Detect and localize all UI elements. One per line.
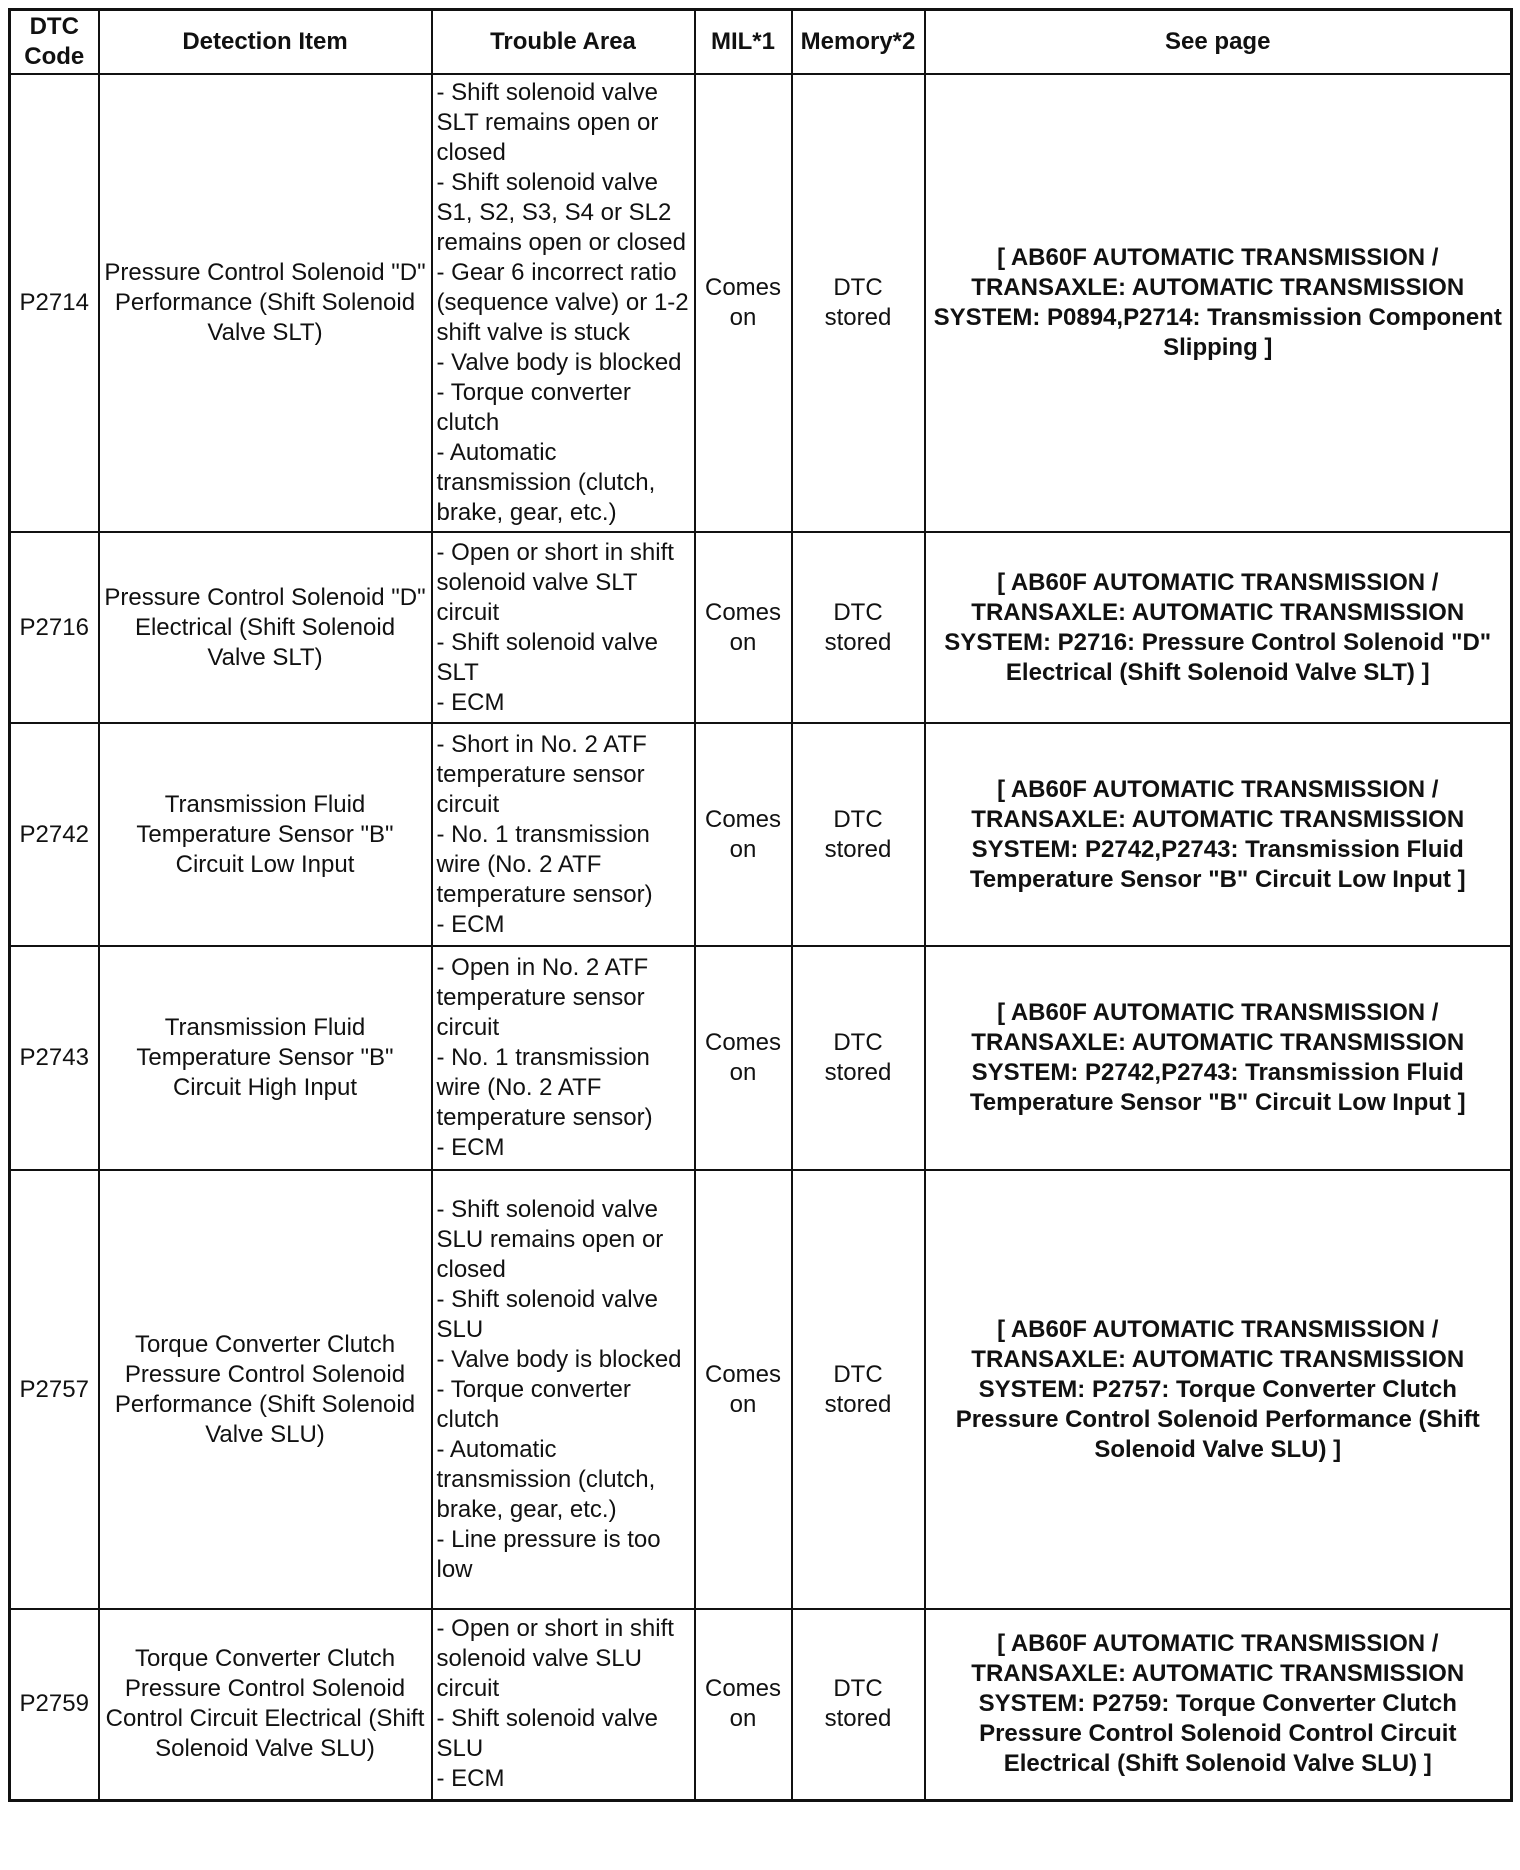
dtc-code-cell: P2757 [10, 1170, 99, 1609]
mil-cell [695, 74, 792, 532]
trouble-area-line: - Shift solenoid valve SLU [436, 1285, 658, 1343]
trouble-area-line: - Open or short in shift solenoid valve SLU circuit [436, 1615, 674, 1703]
see-page-link[interactable]: [ AB60F AUTOMATIC TRANSMISSION / TRANSAXLE: AUTOMATIC TRANSMISSION SYSTEM: P2759: Torque Converter Clutch Pressure Control Solenoid Control Circuit Electrical (Shift Solenoid Valve SLU) ] [925, 1609, 1512, 1800]
memory-cell [792, 532, 925, 723]
trouble-area-line: - Automatic transmission (clutch, brake, gear, etc.) [436, 439, 656, 526]
header-mil: MIL*1 [695, 10, 792, 75]
mil-line1: Comes [704, 1360, 782, 1388]
dtc-code-cell: P2716 [10, 532, 99, 723]
mil-cell [695, 532, 792, 723]
memory-line1: DTC [833, 598, 883, 626]
trouble-area-line: - Automatic transmission (clutch, brake, gear, etc.) [436, 1435, 656, 1523]
trouble-area-line: - No. 1 transmission wire (No. 2 ATF temperature sensor) [436, 820, 653, 908]
see-page-link[interactable]: [ AB60F AUTOMATIC TRANSMISSION / TRANSAXLE: AUTOMATIC TRANSMISSION SYSTEM: P0894,P2714: Transmission Component Slipping ] [925, 74, 1512, 532]
mil-line1: Comes [704, 1029, 782, 1056]
memory-line1: DTC [833, 805, 883, 833]
memory-cell [792, 1170, 925, 1609]
trouble-area-cell [432, 1170, 695, 1609]
table-row [10, 723, 1512, 946]
header-detection-item: Detection Item [99, 10, 432, 75]
mil-cell [695, 946, 792, 1170]
memory-cell [792, 1609, 925, 1800]
mil-cell [695, 1609, 792, 1800]
table-row [10, 946, 1512, 1170]
table-body [10, 74, 1512, 1800]
detection-item-cell: Pressure Control Solenoid "D" Performance (Shift Solenoid Valve SLT) [99, 74, 432, 532]
trouble-area-line: - No. 1 transmission wire (No. 2 ATF temperature sensor) [436, 1044, 653, 1131]
trouble-area-cell [432, 1609, 695, 1800]
memory-line2: stored [824, 1390, 892, 1418]
trouble-area-line: - Line pressure is too low [436, 1525, 661, 1583]
mil-line2: on [729, 1059, 757, 1086]
trouble-area-line: - ECM [436, 1134, 505, 1161]
memory-cell [792, 74, 925, 532]
trouble-area-line: - Shift solenoid valve S1, S2, S3, S4 or SL2 remains open or closed [436, 169, 686, 256]
dtc-code-cell: P2714 [10, 74, 99, 532]
header-dtc-code-line2: Code [24, 43, 85, 70]
mil-cell [695, 1170, 792, 1609]
mil-line2: on [729, 304, 757, 331]
header-dtc-code [10, 10, 99, 75]
memory-line2: stored [824, 835, 892, 863]
mil-line2: on [729, 835, 757, 863]
trouble-area-cell [432, 74, 695, 532]
detection-item-cell: Pressure Control Solenoid "D" Electrical (Shift Solenoid Valve SLT) [99, 532, 432, 723]
trouble-area-line: - Shift solenoid valve SLU remains open or closed [436, 1195, 664, 1283]
mil-line1: Comes [704, 805, 782, 833]
memory-line2: stored [824, 628, 892, 656]
table-row [10, 532, 1512, 723]
trouble-area-line: - Shift solenoid valve SLU [436, 1705, 658, 1763]
trouble-area-line: - Valve body is blocked [436, 1345, 682, 1373]
table-row [10, 74, 1512, 532]
dtc-table [8, 8, 1513, 1802]
mil-line2: on [729, 1705, 757, 1733]
memory-line2: stored [824, 1705, 892, 1733]
detection-item-cell: Torque Converter Clutch Pressure Control Solenoid Control Circuit Electrical (Shift Solenoid Valve SLU) [99, 1609, 432, 1800]
dtc-code-cell: P2742 [10, 723, 99, 946]
detection-item-cell: Transmission Fluid Temperature Sensor "B" Circuit High Input [99, 946, 432, 1170]
trouble-area-line: - ECM [436, 688, 505, 716]
memory-line1: DTC [833, 274, 883, 301]
see-page-link[interactable]: [ AB60F AUTOMATIC TRANSMISSION / TRANSAXLE: AUTOMATIC TRANSMISSION SYSTEM: P2742,P2743: Transmission Fluid Temperature Sensor "B" Circuit Low Input ] [925, 946, 1512, 1170]
mil-line1: Comes [704, 274, 782, 301]
dtc-code-cell: P2759 [10, 1609, 99, 1800]
memory-line1: DTC [833, 1360, 883, 1388]
trouble-area-line: - Valve body is blocked [436, 349, 682, 376]
trouble-area-line: - Open or short in shift solenoid valve SLT circuit [436, 538, 674, 626]
trouble-area-line: - Open in No. 2 ATF temperature sensor circuit [436, 954, 649, 1041]
memory-line2: stored [824, 304, 892, 331]
see-page-link[interactable]: [ AB60F AUTOMATIC TRANSMISSION / TRANSAXLE: AUTOMATIC TRANSMISSION SYSTEM: P2742,P2743: Transmission Fluid Temperature Sensor "B" Circuit Low Input ] [925, 723, 1512, 946]
memory-cell [792, 946, 925, 1170]
mil-cell [695, 723, 792, 946]
mil-line2: on [729, 1390, 757, 1418]
trouble-area-cell [432, 946, 695, 1170]
detection-item-cell: Torque Converter Clutch Pressure Control Solenoid Performance (Shift Solenoid Valve SLU) [99, 1170, 432, 1609]
trouble-area-line: - Torque converter clutch [436, 379, 631, 436]
dtc-code-cell: P2743 [10, 946, 99, 1170]
mil-line2: on [729, 628, 757, 656]
header-dtc-code-line1: DTC [29, 13, 79, 40]
table-row [10, 1609, 1512, 1800]
table-row [10, 1170, 1512, 1609]
see-page-link[interactable]: [ AB60F AUTOMATIC TRANSMISSION / TRANSAXLE: AUTOMATIC TRANSMISSION SYSTEM: P2716: Pressure Control Solenoid "D" Electrical (Shift Solenoid Valve SLT) ] [925, 532, 1512, 723]
table-header-row [10, 10, 1512, 75]
trouble-area-line: - Shift solenoid valve SLT [436, 628, 658, 686]
mil-line1: Comes [704, 598, 782, 626]
header-memory: Memory*2 [792, 10, 925, 75]
memory-cell [792, 723, 925, 946]
trouble-area-line: - Shift solenoid valve SLT remains open or closed [436, 79, 659, 166]
trouble-area-line: - ECM [436, 1765, 505, 1793]
memory-line2: stored [824, 1059, 892, 1086]
trouble-area-line: - Short in No. 2 ATF temperature sensor circuit [436, 730, 647, 818]
trouble-area-line: - ECM [436, 910, 505, 938]
trouble-area-line: - Torque converter clutch [436, 1375, 631, 1433]
detection-item-cell: Transmission Fluid Temperature Sensor "B" Circuit Low Input [99, 723, 432, 946]
see-page-link[interactable]: [ AB60F AUTOMATIC TRANSMISSION / TRANSAXLE: AUTOMATIC TRANSMISSION SYSTEM: P2757: Torque Converter Clutch Pressure Control Solenoid Performance (Shift Solenoid Valve SLU) ] [925, 1170, 1512, 1609]
memory-line1: DTC [833, 1675, 883, 1703]
header-see-page: See page [925, 10, 1512, 75]
header-trouble-area: Trouble Area [432, 10, 695, 75]
trouble-area-line: - Gear 6 incorrect ratio (sequence valve) or 1-2 shift valve is stuck [436, 259, 689, 346]
mil-line1: Comes [704, 1675, 782, 1703]
memory-line1: DTC [833, 1029, 883, 1056]
trouble-area-cell [432, 723, 695, 946]
trouble-area-cell [432, 532, 695, 723]
